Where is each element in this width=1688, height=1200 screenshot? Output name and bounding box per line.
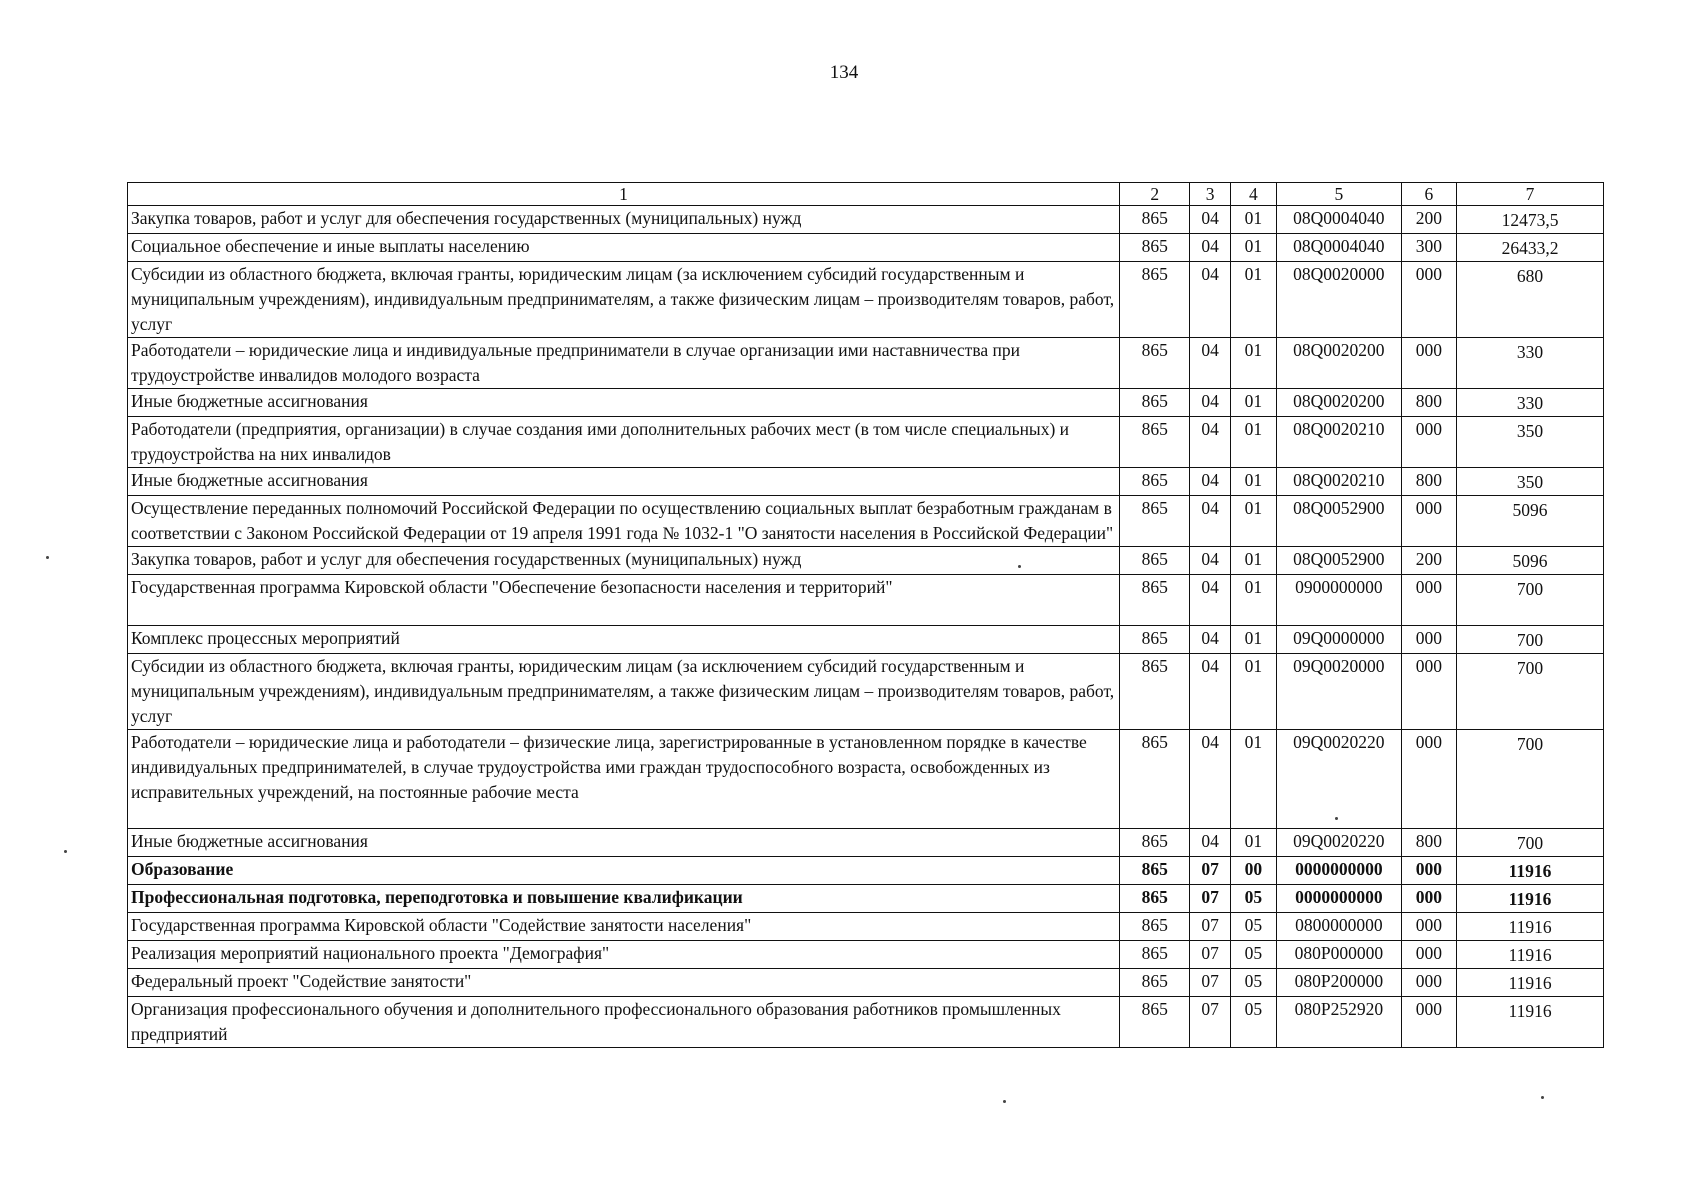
row-code-cell-2: 865 bbox=[1120, 496, 1190, 547]
row-code-cell-3: 04 bbox=[1190, 547, 1230, 575]
row-code-cell-3: 04 bbox=[1190, 389, 1230, 417]
scan-speck bbox=[1003, 1100, 1006, 1103]
row-code-cell-2: 865 bbox=[1120, 913, 1190, 941]
row-code-cell-6: 000 bbox=[1401, 969, 1456, 997]
table-row bbox=[128, 417, 1604, 468]
table-row bbox=[128, 547, 1604, 575]
row-code-cell-5: 080P252920 bbox=[1276, 997, 1401, 1048]
row-code-cell-5: 08Q0004040 bbox=[1276, 206, 1401, 234]
row-code-cell-5: 08Q0020210 bbox=[1276, 417, 1401, 468]
row-code-cell-2: 865 bbox=[1120, 262, 1190, 338]
row-code-cell-4: 05 bbox=[1230, 913, 1276, 941]
row-code-cell-7: 700 bbox=[1457, 654, 1604, 730]
table-row bbox=[128, 969, 1604, 997]
row-name-cell: Иные бюджетные ассигнования bbox=[128, 468, 1120, 496]
row-code-cell-6: 000 bbox=[1401, 654, 1456, 730]
table-row bbox=[128, 496, 1604, 547]
row-code-cell-7: 700 bbox=[1457, 575, 1604, 626]
row-code-cell-2: 865 bbox=[1120, 547, 1190, 575]
row-code-cell-3: 07 bbox=[1190, 997, 1230, 1048]
row-code-cell-3: 07 bbox=[1190, 913, 1230, 941]
row-name-cell: Закупка товаров, работ и услуг для обеспечения государственных (муниципальных) нужд bbox=[128, 206, 1120, 234]
row-name-cell: Социальное обеспечение и иные выплаты населению bbox=[128, 234, 1120, 262]
row-code-cell-6: 000 bbox=[1401, 575, 1456, 626]
row-code-cell-7: 11916 bbox=[1457, 969, 1604, 997]
row-code-cell-6: 200 bbox=[1401, 547, 1456, 575]
row-code-cell-4: 01 bbox=[1230, 417, 1276, 468]
row-code-cell-5: 08Q0052900 bbox=[1276, 496, 1401, 547]
table-row bbox=[128, 234, 1604, 262]
row-code-cell-7: 330 bbox=[1457, 338, 1604, 389]
row-code-cell-3: 04 bbox=[1190, 654, 1230, 730]
row-code-cell-5: 08Q0020000 bbox=[1276, 262, 1401, 338]
row-code-cell-5: 0800000000 bbox=[1276, 913, 1401, 941]
row-code-cell-5: 080P200000 bbox=[1276, 969, 1401, 997]
row-code-cell-7: 11916 bbox=[1457, 857, 1604, 885]
row-code-cell-5: 08Q0020200 bbox=[1276, 389, 1401, 417]
row-code-cell-6: 000 bbox=[1401, 997, 1456, 1048]
row-code-cell-2: 865 bbox=[1120, 417, 1190, 468]
row-code-cell-6: 000 bbox=[1401, 730, 1456, 829]
row-code-cell-3: 07 bbox=[1190, 885, 1230, 913]
row-code-cell-7: 350 bbox=[1457, 468, 1604, 496]
column-header: 2 bbox=[1120, 183, 1190, 206]
row-code-cell-6: 000 bbox=[1401, 262, 1456, 338]
row-name-cell: Федеральный проект "Содействие занятости" bbox=[128, 969, 1120, 997]
column-header: 4 bbox=[1230, 183, 1276, 206]
row-code-cell-2: 865 bbox=[1120, 206, 1190, 234]
row-code-cell-7: 700 bbox=[1457, 829, 1604, 857]
row-code-cell-6: 000 bbox=[1401, 857, 1456, 885]
row-code-cell-6: 300 bbox=[1401, 234, 1456, 262]
row-code-cell-3: 04 bbox=[1190, 206, 1230, 234]
row-name-cell: Образование bbox=[128, 857, 1120, 885]
row-code-cell-2: 865 bbox=[1120, 730, 1190, 829]
row-code-cell-4: 01 bbox=[1230, 547, 1276, 575]
row-code-cell-4: 01 bbox=[1230, 730, 1276, 829]
column-header: 3 bbox=[1190, 183, 1230, 206]
row-code-cell-2: 865 bbox=[1120, 626, 1190, 654]
row-code-cell-6: 000 bbox=[1401, 496, 1456, 547]
row-code-cell-6: 000 bbox=[1401, 626, 1456, 654]
row-code-cell-2: 865 bbox=[1120, 338, 1190, 389]
row-code-cell-3: 04 bbox=[1190, 626, 1230, 654]
row-code-cell-2: 865 bbox=[1120, 857, 1190, 885]
row-name-cell: Работодатели – юридические лица и работодатели – физические лица, зарегистрированные в установленном порядке в качестве индивидуальных предпринимателей, в случае трудоустройства ими граждан трудоспособного возраста, освобожденных из исправительных учреждений, на постоянные рабочие места bbox=[128, 730, 1120, 829]
row-code-cell-4: 01 bbox=[1230, 654, 1276, 730]
row-name-cell: Иные бюджетные ассигнования bbox=[128, 389, 1120, 417]
table-row bbox=[128, 389, 1604, 417]
row-name-cell: Осуществление переданных полномочий Российской Федерации по осуществлению социальных выплат безработным гражданам в соответствии с Законом Российской Федерации от 19 апреля 1991 года № 1032-1 "О занятости населения в Российской Федерации" bbox=[128, 496, 1120, 547]
scan-speck bbox=[46, 556, 49, 559]
row-name-cell: Субсидии из областного бюджета, включая гранты, юридическим лицам (за исключением субсидий государственным и муниципальным учреждениям), индивидуальным предпринимателям, а также физическим лицам – производителям товаров, работ, услуг bbox=[128, 654, 1120, 730]
row-code-cell-2: 865 bbox=[1120, 468, 1190, 496]
table-row bbox=[128, 941, 1604, 969]
row-code-cell-2: 865 bbox=[1120, 234, 1190, 262]
row-code-cell-7: 26433,2 bbox=[1457, 234, 1604, 262]
row-code-cell-3: 04 bbox=[1190, 468, 1230, 496]
row-code-cell-5: 08Q0052900 bbox=[1276, 547, 1401, 575]
page-number: 134 bbox=[829, 62, 859, 83]
row-code-cell-5: 0000000000 bbox=[1276, 885, 1401, 913]
row-code-cell-5: 08Q0020200 bbox=[1276, 338, 1401, 389]
row-code-cell-2: 865 bbox=[1120, 575, 1190, 626]
scan-speck bbox=[1018, 565, 1021, 568]
row-code-cell-7: 11916 bbox=[1457, 941, 1604, 969]
row-code-cell-5: 09Q0000000 bbox=[1276, 626, 1401, 654]
row-code-cell-7: 12473,5 bbox=[1457, 206, 1604, 234]
table-row bbox=[128, 857, 1604, 885]
column-header: 5 bbox=[1276, 183, 1401, 206]
row-code-cell-5: 080P000000 bbox=[1276, 941, 1401, 969]
table-row bbox=[128, 626, 1604, 654]
row-name-cell: Государственная программа Кировской области "Обеспечение безопасности населения и территорий" bbox=[128, 575, 1120, 626]
table-row bbox=[128, 654, 1604, 730]
row-code-cell-4: 01 bbox=[1230, 626, 1276, 654]
row-code-cell-3: 04 bbox=[1190, 496, 1230, 547]
row-name-cell: Субсидии из областного бюджета, включая гранты, юридическим лицам (за исключением субсидий государственным и муниципальным учреждениям), индивидуальным предпринимателям, а также физическим лицам – производителям товаров, работ, услуг bbox=[128, 262, 1120, 338]
row-code-cell-3: 04 bbox=[1190, 730, 1230, 829]
row-code-cell-2: 865 bbox=[1120, 997, 1190, 1048]
row-code-cell-4: 01 bbox=[1230, 338, 1276, 389]
row-code-cell-2: 865 bbox=[1120, 885, 1190, 913]
budget-table bbox=[127, 182, 1604, 1048]
table-row bbox=[128, 262, 1604, 338]
row-code-cell-4: 05 bbox=[1230, 969, 1276, 997]
row-code-cell-4: 05 bbox=[1230, 885, 1276, 913]
row-name-cell: Организация профессионального обучения и дополнительного профессионального образования работников промышленных предприятий bbox=[128, 997, 1120, 1048]
row-code-cell-4: 05 bbox=[1230, 997, 1276, 1048]
row-code-cell-4: 00 bbox=[1230, 857, 1276, 885]
row-code-cell-3: 04 bbox=[1190, 575, 1230, 626]
table-body bbox=[128, 206, 1604, 1048]
table-row bbox=[128, 730, 1604, 829]
row-code-cell-6: 000 bbox=[1401, 913, 1456, 941]
row-code-cell-4: 01 bbox=[1230, 234, 1276, 262]
row-code-cell-7: 5096 bbox=[1457, 547, 1604, 575]
header-row bbox=[128, 183, 1604, 206]
column-header: 6 bbox=[1401, 183, 1456, 206]
row-code-cell-7: 11916 bbox=[1457, 997, 1604, 1048]
table-row bbox=[128, 338, 1604, 389]
row-code-cell-4: 01 bbox=[1230, 389, 1276, 417]
row-code-cell-2: 865 bbox=[1120, 941, 1190, 969]
row-code-cell-3: 07 bbox=[1190, 969, 1230, 997]
row-code-cell-5: 09Q0020220 bbox=[1276, 730, 1401, 829]
scan-speck bbox=[1541, 1096, 1544, 1099]
row-code-cell-4: 01 bbox=[1230, 262, 1276, 338]
row-name-cell: Работодатели (предприятия, организации) в случае создания ими дополнительных рабочих мест (в том числе специальных) и трудоустройства на них инвалидов bbox=[128, 417, 1120, 468]
table-row bbox=[128, 885, 1604, 913]
row-code-cell-5: 0900000000 bbox=[1276, 575, 1401, 626]
table-row bbox=[128, 575, 1604, 626]
row-code-cell-4: 01 bbox=[1230, 575, 1276, 626]
row-code-cell-7: 350 bbox=[1457, 417, 1604, 468]
row-code-cell-3: 07 bbox=[1190, 941, 1230, 969]
row-code-cell-3: 04 bbox=[1190, 234, 1230, 262]
row-code-cell-6: 800 bbox=[1401, 389, 1456, 417]
row-code-cell-6: 200 bbox=[1401, 206, 1456, 234]
row-code-cell-7: 330 bbox=[1457, 389, 1604, 417]
table-row bbox=[128, 997, 1604, 1048]
row-code-cell-7: 11916 bbox=[1457, 913, 1604, 941]
row-code-cell-3: 07 bbox=[1190, 857, 1230, 885]
row-code-cell-3: 04 bbox=[1190, 338, 1230, 389]
row-name-cell: Закупка товаров, работ и услуг для обеспечения государственных (муниципальных) нужд bbox=[128, 547, 1120, 575]
row-name-cell: Работодатели – юридические лица и индивидуальные предприниматели в случае организации ими наставничества при трудоустройстве инвалидов молодого возраста bbox=[128, 338, 1120, 389]
scan-speck bbox=[64, 850, 67, 853]
row-code-cell-2: 865 bbox=[1120, 389, 1190, 417]
row-code-cell-4: 01 bbox=[1230, 206, 1276, 234]
row-code-cell-6: 000 bbox=[1401, 941, 1456, 969]
row-code-cell-5: 09Q0020000 bbox=[1276, 654, 1401, 730]
row-code-cell-2: 865 bbox=[1120, 829, 1190, 857]
row-code-cell-2: 865 bbox=[1120, 969, 1190, 997]
row-code-cell-7: 700 bbox=[1457, 626, 1604, 654]
column-header: 7 bbox=[1457, 183, 1604, 206]
row-code-cell-3: 04 bbox=[1190, 417, 1230, 468]
row-code-cell-7: 5096 bbox=[1457, 496, 1604, 547]
row-code-cell-4: 05 bbox=[1230, 941, 1276, 969]
row-code-cell-6: 000 bbox=[1401, 885, 1456, 913]
row-name-cell: Государственная программа Кировской области "Содействие занятости населения" bbox=[128, 913, 1120, 941]
row-code-cell-5: 0000000000 bbox=[1276, 857, 1401, 885]
row-code-cell-7: 11916 bbox=[1457, 885, 1604, 913]
table-row bbox=[128, 829, 1604, 857]
row-name-cell: Реализация мероприятий национального проекта "Демография" bbox=[128, 941, 1120, 969]
table-row bbox=[128, 468, 1604, 496]
row-code-cell-6: 000 bbox=[1401, 338, 1456, 389]
row-code-cell-7: 680 bbox=[1457, 262, 1604, 338]
row-code-cell-5: 09Q0020220 bbox=[1276, 829, 1401, 857]
row-code-cell-2: 865 bbox=[1120, 654, 1190, 730]
scan-speck bbox=[1335, 817, 1338, 820]
row-name-cell: Профессиональная подготовка, переподготовка и повышение квалификации bbox=[128, 885, 1120, 913]
row-code-cell-6: 800 bbox=[1401, 829, 1456, 857]
row-code-cell-6: 800 bbox=[1401, 468, 1456, 496]
row-code-cell-6: 000 bbox=[1401, 417, 1456, 468]
row-code-cell-5: 08Q0004040 bbox=[1276, 234, 1401, 262]
table-row bbox=[128, 913, 1604, 941]
row-name-cell: Иные бюджетные ассигнования bbox=[128, 829, 1120, 857]
column-header: 1 bbox=[128, 183, 1120, 206]
row-code-cell-4: 01 bbox=[1230, 468, 1276, 496]
row-name-cell: Комплекс процессных мероприятий bbox=[128, 626, 1120, 654]
row-code-cell-3: 04 bbox=[1190, 262, 1230, 338]
table-row bbox=[128, 206, 1604, 234]
row-code-cell-7: 700 bbox=[1457, 730, 1604, 829]
row-code-cell-4: 01 bbox=[1230, 829, 1276, 857]
row-code-cell-5: 08Q0020210 bbox=[1276, 468, 1401, 496]
row-code-cell-4: 01 bbox=[1230, 496, 1276, 547]
row-code-cell-3: 04 bbox=[1190, 829, 1230, 857]
